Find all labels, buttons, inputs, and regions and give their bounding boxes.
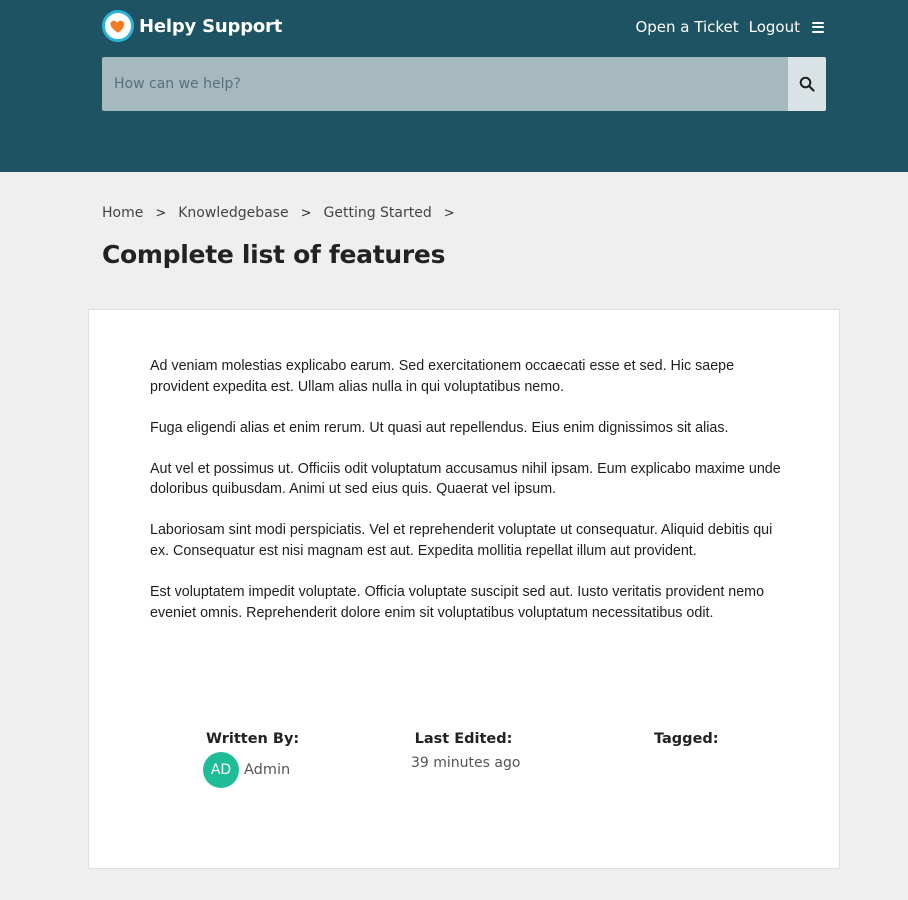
search-icon xyxy=(799,76,815,92)
breadcrumb-separator: > xyxy=(443,205,455,221)
article-body xyxy=(150,356,790,644)
open-ticket-link[interactable]: Open a Ticket xyxy=(635,18,739,36)
written-by-section xyxy=(206,731,299,788)
top-nav xyxy=(635,15,824,39)
last-edited-section xyxy=(411,731,521,771)
site-header xyxy=(0,0,908,172)
brand-name: Helpy Support xyxy=(139,15,283,37)
article-paragraph: Laboriosam sint modi perspiciatis. Vel et reprehenderit voluptate ut consequatur. Aliquid debitis qui ex. Consequatur est nisi magnam est aut. Expedita mollitia repellat illum aut provident. xyxy=(150,522,773,560)
logout-link[interactable]: Logout xyxy=(748,18,800,36)
breadcrumb xyxy=(102,203,455,223)
author-name: Admin xyxy=(244,762,291,778)
breadcrumb-knowledgebase[interactable]: Knowledgebase xyxy=(178,205,289,221)
article-paragraph: Aut vel et possimus ut. Officiis odit voluptatum accusamus nihil ipsam. Eum explicabo maxime unde doloribus quibusdam. Animi ut sed eius quis. Quaerat vel ipsum. xyxy=(150,460,781,498)
avatar: AD xyxy=(203,752,239,788)
article-card xyxy=(88,309,840,869)
last-edited-value: 39 minutes ago xyxy=(411,755,521,771)
breadcrumb-getting-started[interactable]: Getting Started xyxy=(323,205,432,221)
breadcrumb-home[interactable]: Home xyxy=(102,205,144,221)
article-paragraph: Fuga eligendi alias et enim rerum. Ut quasi aut repellendus. Eius enim dignissimos sit alias. xyxy=(150,419,729,436)
search-bar xyxy=(102,57,826,111)
brand-link[interactable] xyxy=(102,9,282,43)
heart-icon xyxy=(102,10,134,42)
written-by-label: Written By: xyxy=(206,731,300,747)
tagged-label: Tagged: xyxy=(654,731,719,747)
tagged-section xyxy=(654,731,719,747)
hamburger-icon[interactable] xyxy=(812,22,824,33)
article-paragraph: Ad veniam molestias explicabo earum. Sed exercitationem occaecati esse et sed. Hic saepe provident expedita est. Ullam alias nulla in qui voluptatibus nemo. xyxy=(150,358,735,395)
breadcrumb-separator: > xyxy=(300,205,312,221)
last-edited-label: Last Edited: xyxy=(414,731,513,747)
article-paragraph: Est voluptatem impedit voluptate. Officia voluptate suscipit sed aut. Iusto veritatis provident nemo eveniet omnis. Reprehenderit dolore enim sit voluptatibus voluptatum necessitatibus odit. xyxy=(150,584,765,621)
search-button[interactable] xyxy=(788,57,826,111)
search-input[interactable] xyxy=(102,57,788,111)
page-title: Complete list of features xyxy=(102,240,446,269)
author[interactable] xyxy=(203,752,299,788)
breadcrumb-separator: > xyxy=(155,205,167,221)
